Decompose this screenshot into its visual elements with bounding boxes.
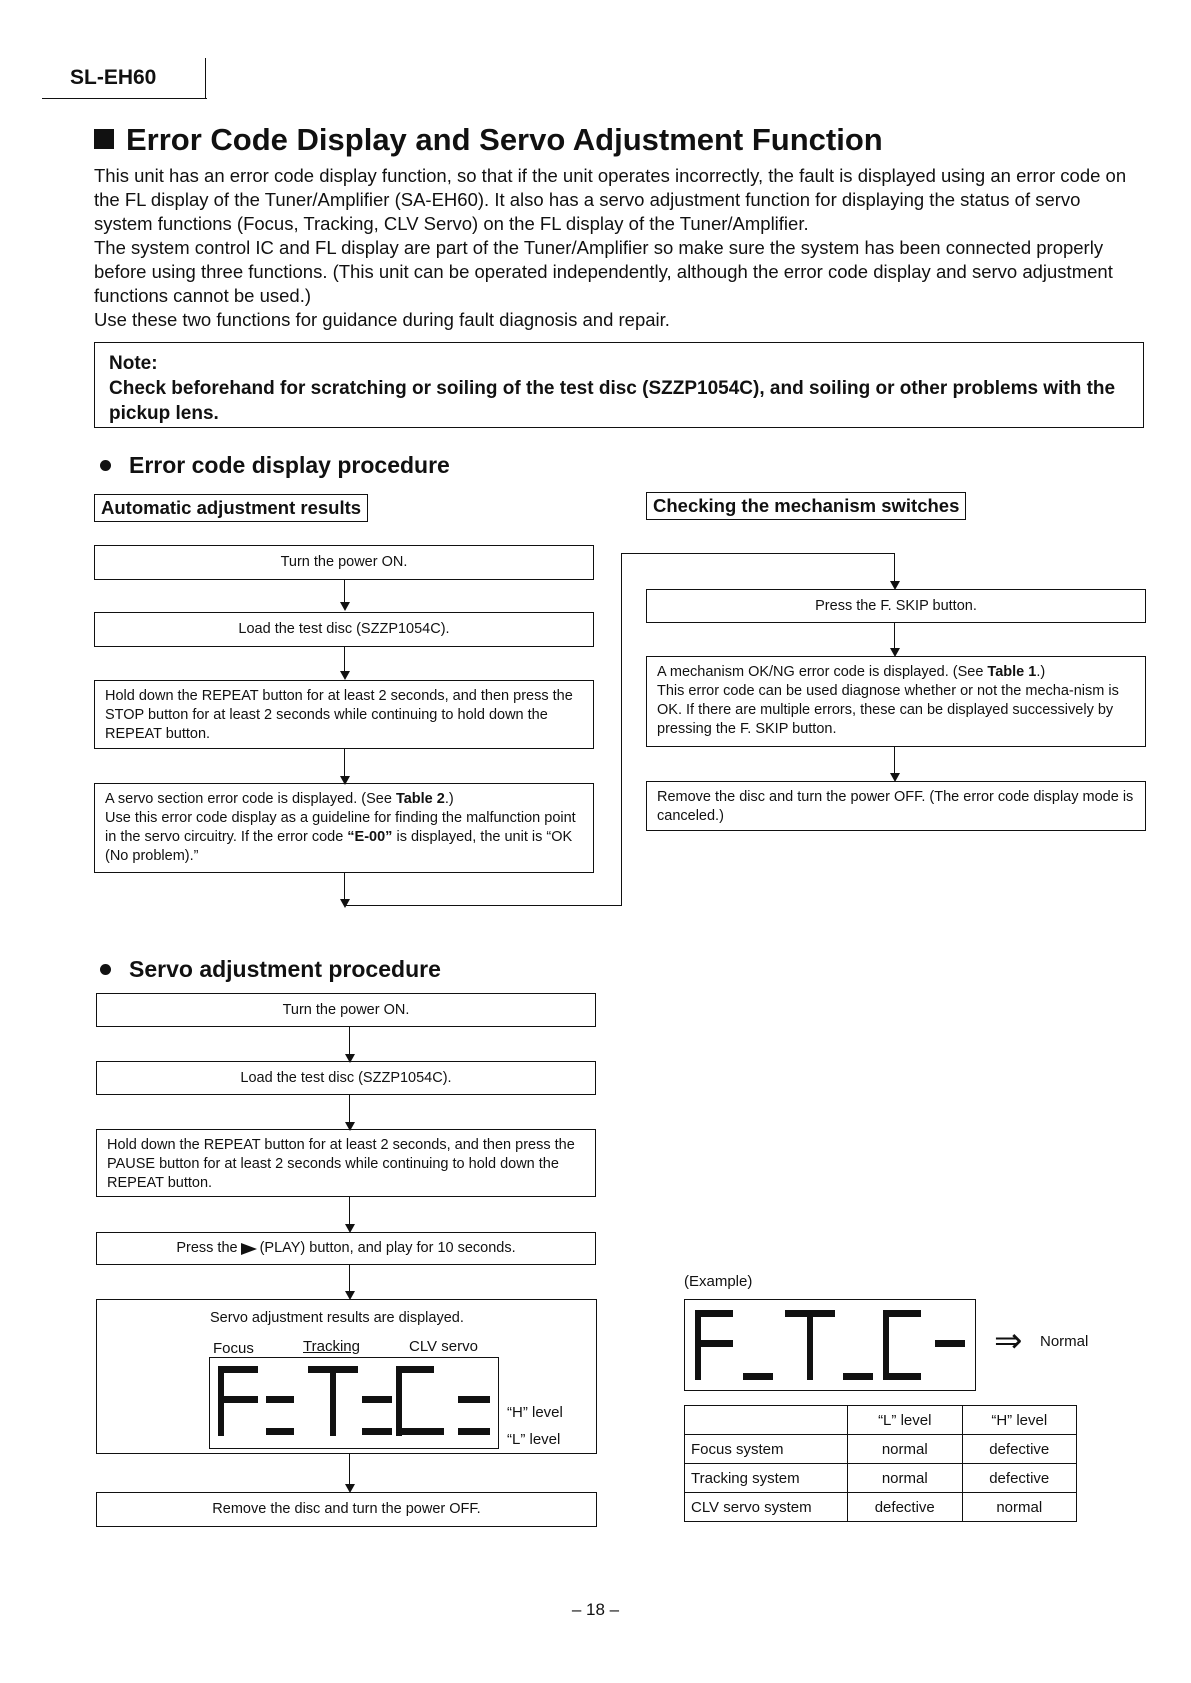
flow-connector xyxy=(344,749,345,776)
flow-connector xyxy=(894,623,895,648)
servo-step-remove-disc: Remove the disc and turn the power OFF. xyxy=(96,1492,597,1527)
header-rule-vertical xyxy=(205,58,206,99)
flow-connector xyxy=(344,580,345,602)
table-cell: normal xyxy=(848,1435,963,1464)
fl-segment xyxy=(218,1396,258,1403)
table-cell: defective xyxy=(962,1435,1077,1464)
step-press-fskip: Press the F. SKIP button. xyxy=(646,589,1146,623)
model-number: SL-EH60 xyxy=(70,66,157,89)
fl-segment xyxy=(330,1366,336,1436)
fl-segment xyxy=(695,1340,733,1347)
focus-label: Focus xyxy=(213,1340,254,1357)
servo-step-load-disc: Load the test disc (SZZP1054C). xyxy=(96,1061,596,1095)
fl-segment xyxy=(807,1310,813,1380)
note-text: Check beforehand for scratching or soiling of the test disc (SZZP1054C), and soiling or other problems with the pickup lens. xyxy=(109,378,1116,424)
example-fl-display xyxy=(684,1299,976,1391)
step-power-on: Turn the power ON. xyxy=(94,545,594,580)
text-span: (PLAY) button, and play for 10 seconds. xyxy=(259,1240,516,1256)
tracking-label: Tracking xyxy=(303,1338,360,1355)
page-title-text: Error Code Display and Servo Adjustment Function xyxy=(126,122,883,157)
table-cell: Tracking system xyxy=(685,1464,848,1493)
automatic-adjustment-label: Automatic adjustment results xyxy=(94,494,368,522)
servo-fl-display xyxy=(209,1357,499,1449)
h-level-label: “H” level xyxy=(507,1404,563,1421)
table-cell: defective xyxy=(962,1464,1077,1493)
flow-arrow-icon xyxy=(340,899,350,908)
flow-connector xyxy=(621,553,895,554)
fl-segment xyxy=(883,1373,921,1380)
double-arrow-icon: ⇒ xyxy=(994,1322,1023,1360)
servo-step-repeat-pause xyxy=(96,1129,596,1197)
bullet-dot-icon xyxy=(100,964,111,975)
flow-connector xyxy=(349,1454,350,1484)
text-span: is displayed, the unit is “OK (No problem).” xyxy=(105,829,573,864)
error-section-heading-text: Error code display procedure xyxy=(129,452,450,478)
text-span: A servo section error code is displayed. (See xyxy=(105,791,396,807)
table-row xyxy=(685,1464,1077,1493)
servo-section-heading-text: Servo adjustment procedure xyxy=(129,956,441,982)
fl-segment xyxy=(362,1428,392,1435)
fl-segment xyxy=(218,1366,258,1373)
clv-servo-label: CLV servo xyxy=(409,1338,478,1355)
table-cell: normal xyxy=(848,1464,963,1493)
table-header-cell xyxy=(685,1406,848,1435)
fl-segment xyxy=(266,1396,294,1403)
error-section-heading xyxy=(94,452,450,479)
note-box xyxy=(94,342,1144,428)
flow-connector xyxy=(344,905,622,906)
mechanism-switches-label: Checking the mechanism switches xyxy=(646,492,966,520)
table-cell: CLV servo system xyxy=(685,1493,848,1522)
l-level-label: “L” level xyxy=(507,1431,561,1448)
fl-segment xyxy=(883,1310,889,1380)
table-1-ref: Table 1 xyxy=(987,664,1037,680)
page-number: – 18 – xyxy=(571,1600,620,1619)
intro-text xyxy=(94,164,1134,332)
table-2-ref: Table 2 xyxy=(395,791,445,807)
flow-arrow-icon xyxy=(340,602,350,611)
text-span: .) xyxy=(444,791,454,807)
flow-connector xyxy=(344,647,345,671)
step-remove-disc-cancel xyxy=(646,781,1146,831)
fl-segment xyxy=(743,1373,773,1380)
header-rule xyxy=(42,98,207,99)
fl-segment xyxy=(396,1366,402,1436)
step-load-disc: Load the test disc (SZZP1054C). xyxy=(94,612,594,647)
servo-results-text: Servo adjustment results are displayed. xyxy=(210,1310,464,1326)
flow-connector xyxy=(621,553,622,906)
page-title xyxy=(94,122,883,158)
example-label: (Example) xyxy=(684,1273,753,1290)
intro-paragraph-2: The system control IC and FL display are part of the Tuner/Amplifier so make sure the system has been connected properly before using three functions. (This unit can be operated independently, although the error code display and servo adjustment functions cannot be used.) xyxy=(94,237,1113,306)
fl-segment xyxy=(266,1428,294,1435)
flow-connector xyxy=(349,1197,350,1224)
table-row xyxy=(685,1493,1077,1522)
text-span: .) xyxy=(1036,664,1046,680)
fl-segment xyxy=(362,1396,392,1403)
fl-segment xyxy=(458,1428,490,1435)
servo-step-power-on: Turn the power ON. xyxy=(96,993,596,1027)
fl-segment xyxy=(458,1396,490,1403)
servo-step-press-play xyxy=(96,1232,596,1265)
play-triangle-icon xyxy=(241,1243,257,1255)
servo-section-heading xyxy=(94,956,441,983)
servo-step-repeat-pause-text: Hold down the REPEAT button for at least 2 seconds, and then press the PAUSE button for at least 2 seconds while continuing to hold down the REPEAT button. xyxy=(107,1137,575,1191)
text-span: Use this error code display as a guideline for finding the malfunction point in the servo circuitry. If the error code xyxy=(105,810,576,845)
fl-segment xyxy=(935,1340,965,1347)
table-header-cell: “H” level xyxy=(962,1406,1077,1435)
table-header-cell: “L” level xyxy=(848,1406,963,1435)
servo-results-box xyxy=(96,1299,597,1454)
table-header-row xyxy=(685,1406,1077,1435)
fl-segment xyxy=(396,1428,444,1435)
text-span: This error code can be used diagnose whether or not the mecha-nism is OK. If there are multiple errors, these can be displayed successively by pressing the F. SKIP button. xyxy=(657,683,1119,737)
table-cell: normal xyxy=(962,1493,1077,1522)
intro-paragraph-1: This unit has an error code display function, so that if the unit operates incorrectly, the fault is displayed using an error code on the FL display of the Tuner/Amplifier (SA-EH60). It also has a servo adjustment function for displaying the status of servo system functions (Focus, Tracking, CLV Servo) on the FL display of the Tuner/Amplifier. xyxy=(94,165,1127,234)
result-table xyxy=(684,1405,1077,1522)
note-label: Note: xyxy=(109,353,158,374)
table-cell: defective xyxy=(848,1493,963,1522)
flow-connector xyxy=(349,1027,350,1054)
bullet-dot-icon xyxy=(100,460,111,471)
flow-connector xyxy=(894,553,895,581)
step-remove-disc-cancel-text: Remove the disc and turn the power OFF. (The error code display mode is canceled.) xyxy=(657,789,1134,824)
flow-connector xyxy=(349,1265,350,1291)
intro-paragraph-3: Use these two functions for guidance during fault diagnosis and repair. xyxy=(94,309,670,330)
step-mechanism-code xyxy=(646,656,1146,747)
step-repeat-stop xyxy=(94,680,594,749)
step-servo-error-code xyxy=(94,783,594,873)
flow-connector xyxy=(349,1095,350,1122)
example-result: Normal xyxy=(1040,1333,1089,1350)
table-row xyxy=(685,1435,1077,1464)
error-code-e00: “E-00” xyxy=(347,829,393,845)
step-repeat-stop-text: Hold down the REPEAT button for at least 2 seconds, and then press the STOP button for at least 2 seconds while continuing to hold down the REPEAT button. xyxy=(105,688,573,742)
step-servo-error-code-text xyxy=(105,790,583,866)
fl-segment xyxy=(843,1373,873,1380)
text-span: A mechanism OK/NG error code is displayed. (See xyxy=(657,664,988,680)
flow-arrow-icon xyxy=(340,671,350,680)
table-cell: Focus system xyxy=(685,1435,848,1464)
text-span: Press the xyxy=(176,1240,238,1256)
step-mechanism-code-text xyxy=(657,663,1135,739)
flow-connector xyxy=(894,747,895,773)
bullet-square-icon xyxy=(94,129,114,149)
